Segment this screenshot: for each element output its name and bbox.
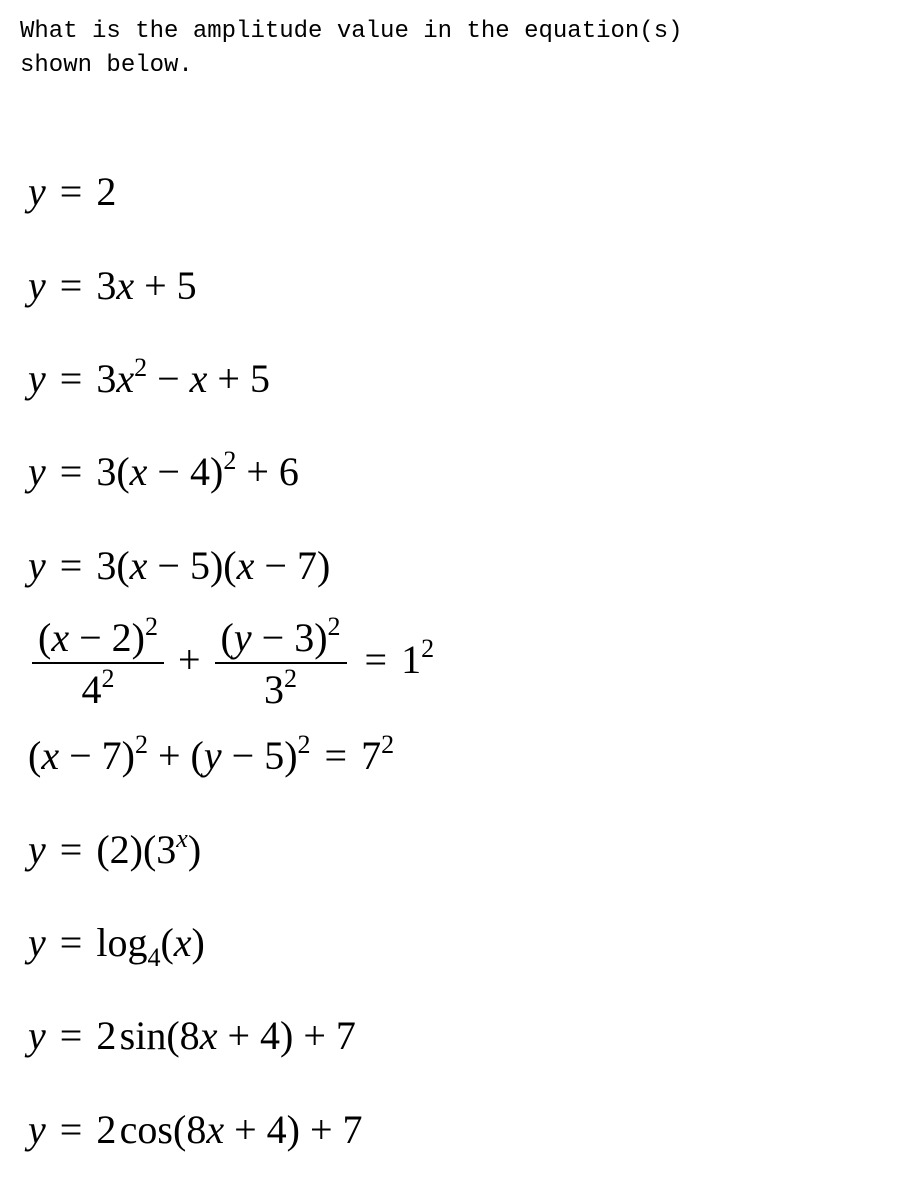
exponent: 2: [284, 664, 298, 693]
var-x: x: [189, 356, 208, 401]
fraction-y-term: [215, 612, 347, 712]
plus-sign: +: [246, 449, 269, 494]
equation-logarithm: $y = \log_4(x)$: [28, 920, 205, 972]
amplitude: 2: [96, 1107, 117, 1152]
minus-sign: −: [157, 356, 180, 401]
constant: 2: [96, 169, 117, 214]
var-y: y: [28, 449, 46, 494]
var-x: x: [116, 356, 135, 401]
plus-sign: +: [217, 356, 240, 401]
plus-sign: +: [309, 1107, 333, 1152]
equals-sign: =: [59, 169, 83, 214]
plus-sign: +: [227, 1013, 251, 1058]
equation-quadratic-vertex: [28, 446, 299, 494]
minus-sign: −: [261, 615, 285, 660]
equals-sign: =: [59, 543, 83, 588]
numerator: $(y - 3)^2$: [220, 612, 341, 660]
exponent: 2: [421, 634, 435, 664]
cos-function: cos: [119, 1107, 173, 1152]
var-x: x: [41, 733, 60, 778]
var-y: y: [28, 263, 46, 308]
equals-sign: =: [59, 1107, 83, 1152]
plus-sign: +: [157, 733, 181, 778]
var-y: y: [28, 1013, 46, 1058]
var-x: x: [129, 543, 148, 588]
denominator: $4^2$: [32, 662, 164, 710]
var-x: x: [206, 1107, 225, 1152]
equation-constant: [28, 169, 117, 214]
exponent: 2: [101, 664, 115, 693]
exponent: 2: [327, 612, 341, 641]
minus-sign: −: [157, 449, 180, 494]
right-side: 1: [401, 637, 422, 683]
constant: 6: [278, 449, 299, 494]
exponent: 2: [144, 612, 158, 641]
equals-sign: =: [59, 920, 83, 965]
amplitude: 2: [96, 1013, 117, 1058]
equation-cosine: y = 2 cos(8x + 4) + 7: [28, 1107, 363, 1152]
var-x: x: [129, 449, 148, 494]
equals-sign: =: [59, 356, 83, 401]
equals-sign: =: [324, 733, 348, 778]
var-x: x: [173, 920, 192, 965]
fraction-x-term: [32, 612, 164, 712]
vertical-shift: 7: [342, 1107, 363, 1152]
var-y: y: [28, 543, 46, 588]
coefficient-base: (2)(3: [96, 827, 177, 872]
equals-sign: =: [59, 1013, 83, 1058]
denominator: $3^2$: [215, 662, 347, 710]
log-base: 4: [147, 943, 161, 972]
coefficient: 3: [96, 263, 117, 308]
var-x: x: [236, 543, 255, 588]
var-y: y: [28, 169, 46, 214]
var-y: y: [233, 615, 252, 660]
minus-sign: −: [69, 733, 92, 778]
shift-close: 4): [189, 449, 224, 494]
var-y: y: [28, 356, 46, 401]
vertical-shift: 7: [335, 1013, 356, 1058]
log-function: log: [96, 920, 148, 965]
var-x: x: [199, 1013, 218, 1058]
var-x: x: [51, 615, 70, 660]
right-side: 7: [361, 733, 382, 778]
plus-sign: +: [144, 263, 167, 308]
var-y: y: [28, 920, 46, 965]
root-2: 7): [296, 543, 331, 588]
plus-sign: +: [303, 1013, 326, 1058]
equation-ellipse: [28, 612, 435, 712]
equals-sign: =: [59, 827, 83, 872]
equation-exponential: $y = (2)(3^x)$: [28, 824, 202, 872]
equation-sine: y = 2 sin(8x + 4) + 7: [28, 1013, 356, 1058]
plus-sign: +: [177, 637, 201, 683]
minus-sign: −: [264, 543, 287, 588]
question-prompt: What is the amplitude value in the equation(s) shown below.: [20, 18, 683, 79]
exponent: 2: [134, 353, 148, 382]
constant: 5: [249, 356, 270, 401]
equals-sign: =: [364, 637, 388, 683]
exponent: 2: [134, 730, 148, 759]
root-1: 5)(: [189, 543, 237, 588]
exponent: 2: [223, 446, 237, 475]
sin-function: sin: [119, 1013, 167, 1058]
coefficient-open: 3(: [96, 543, 130, 588]
coefficient-open: 3(: [96, 449, 130, 494]
coefficient: 3: [96, 356, 117, 401]
minus-sign: −: [79, 615, 102, 660]
equals-sign: =: [59, 449, 83, 494]
exponent: 2: [381, 730, 395, 759]
var-y: y: [28, 1107, 46, 1152]
equation-quadratic-standard: [28, 353, 270, 401]
var-x: x: [116, 263, 135, 308]
equals-sign: =: [59, 263, 83, 308]
equation-linear: [28, 263, 197, 308]
constant: 5: [176, 263, 197, 308]
numerator: $(x - 2)^2$: [38, 612, 158, 660]
minus-sign: −: [157, 543, 180, 588]
equation-circle: $(x - 7)^2 + (y - 5)^2 = 7^2$: [28, 730, 395, 778]
var-y: y: [203, 733, 222, 778]
equation-quadratic-factored: [28, 543, 331, 588]
exponent: 2: [297, 730, 311, 759]
var-y: y: [28, 827, 46, 872]
plus-sign: +: [234, 1107, 257, 1152]
minus-sign: −: [231, 733, 255, 778]
exponent-var-x: x: [176, 824, 188, 853]
